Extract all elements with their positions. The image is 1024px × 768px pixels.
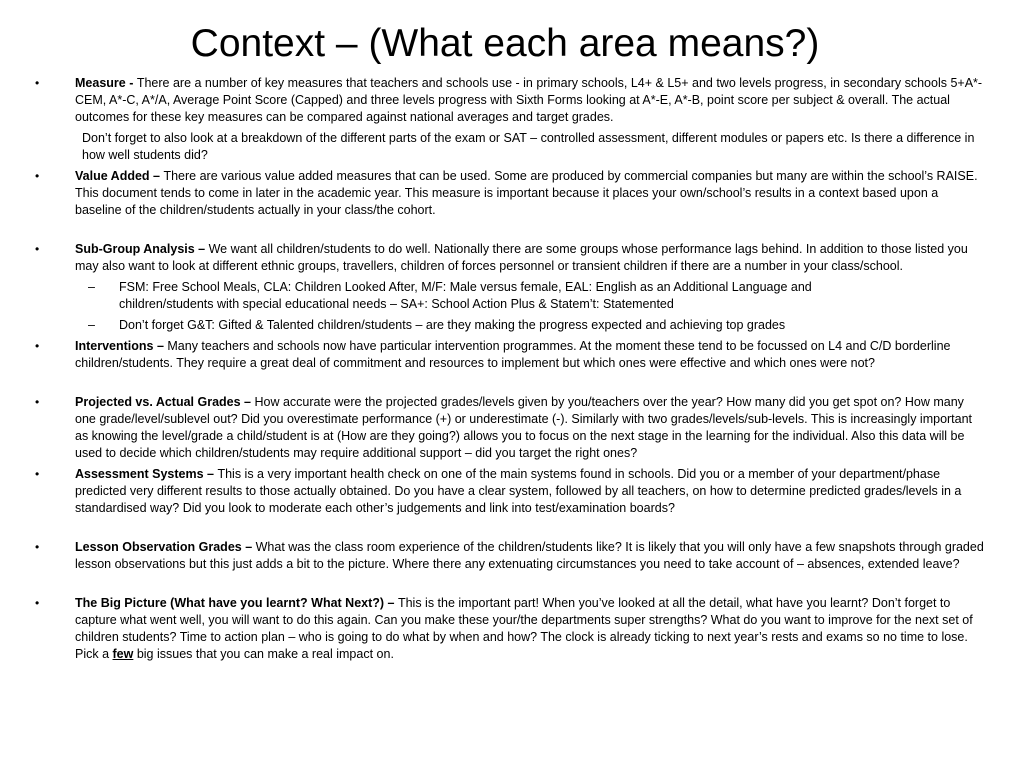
- bullet-text: How accurate were the projected grades/levels given by you/teachers over the year? How many did you get spot on? How many one grade/level/sublevel out? Did you overestimate performance (+) or underestimate (-). Similarly with two grades/levels/sub-levels. This is increasingly important as knowing the level/grade a child/student is at (How are they going?) allows you to focus on the next stage in the learning for the individual. Also this data will be used to decide which children/students may require additional support – did you target the right ones?: [75, 395, 973, 460]
- bullet-icon: •: [35, 339, 40, 353]
- bullet-icon: •: [35, 540, 40, 554]
- sub-bullet-text: FSM: Free School Meals, CLA: Children Looked After, M/F: Male versus female, EAL: English as an Additional Language and children/students with special educational needs – SA+: School Action Plus & Statem’t: Statemented: [119, 280, 812, 311]
- emphasis-text: few: [112, 647, 134, 661]
- bullet-item-measure: [0, 75, 985, 126]
- bullet-text: What was the class room experience of the children/students like? It is likely that you will only have a few snapshots through graded lesson observations but this just adds a bit to the picture. Where there any extenuating circumstances you need to take account of – absences, extended leave?: [75, 540, 984, 571]
- bullet-icon: •: [35, 467, 40, 481]
- bullet-icon: •: [35, 169, 40, 183]
- bullet-text: This is the important part! When you’ve looked at all the detail, what have you learnt? Don’t forget to capture what went well, you will want to do this again. Can you make these your/the departments super strengths? What do you want to improve for the next set of children students? Time to action plan – who is going to do what by when and how? The clock is already ticking to next year’s rests and exams so no time to lose. Pick a: [75, 596, 973, 661]
- dash-icon: –: [88, 280, 95, 294]
- bullet-lead: The Big Picture (What have you learnt? What Next?) –: [75, 596, 398, 610]
- bullet-text-tail: big issues that you can make a real impact on.: [133, 647, 394, 661]
- bullet-lead: Measure -: [75, 76, 137, 90]
- bullet-icon: •: [35, 76, 40, 90]
- bullet-text: We want all children/students to do well. Nationally there are some groups whose performance lags behind. In addition to those listed you may also want to look at different ethnic groups, travellers, children of forces personnel or transient children if there are a number in your class/school.: [75, 242, 968, 273]
- bullet-lead: Lesson Observation Grades –: [75, 540, 256, 554]
- sub-bullet-text: Don’t forget G&T: Gifted & Talented children/students – are they making the progress expected and achieving top grades: [119, 318, 786, 332]
- dash-icon: –: [88, 318, 95, 332]
- bullet-text: Many teachers and schools now have particular intervention programmes. At the moment these tend to be focussed on L4 and C/D borderline children/students. They require a great deal of commitment and resources to implement but which ones were effective and which ones were not?: [75, 339, 951, 370]
- bullet-text: There are various value added measures that can be used. Some are produced by commercial companies but many are within the school’s RAISE. This document tends to come in later in the academic year. This measure is important because it places your own/school’s results in a context based upon a baseline of the children/students actually in your class/the cohort.: [75, 169, 978, 217]
- sub-bullet-item: [0, 317, 909, 334]
- bullet-item-sub-group-analysis: [0, 241, 985, 275]
- bullet-item-value-added: [0, 168, 985, 219]
- bullet-lead: Projected vs. Actual Grades –: [75, 395, 255, 409]
- bullet-icon: •: [35, 395, 40, 409]
- sub-bullet-item: [0, 279, 909, 313]
- bullet-item-lesson-observation: [0, 539, 985, 573]
- bullet-text: There are a number of key measures that teachers and schools use - in primary schools, L4+ & L5+ and two levels progress, in secondary schools 5+A*-CEM, A*-C, A*/A, Average Point Score (Capped) and three levels progress with Sixth Forms looking at A*-E, A*-B, point score per subject & overall. The actual outcomes for these key measures can be compared against national averages and target grades.: [75, 76, 983, 124]
- bullet-item-interventions: [0, 338, 985, 372]
- bullet-list: [0, 75, 1024, 663]
- bullet-lead: Value Added –: [75, 169, 164, 183]
- bullet-icon: •: [35, 596, 40, 610]
- bullet-lead: Assessment Systems –: [75, 467, 218, 481]
- bullet-lead: Sub-Group Analysis –: [75, 242, 209, 256]
- bullet-item-projected-vs-actual: [0, 394, 985, 462]
- bullet-icon: •: [35, 242, 40, 256]
- bullet-text: This is a very important health check on one of the main systems found in schools. Did you or a member of your department/phase predicted very different results to those actually obtained. Do you have a clear system, followed by all teachers, on how to determine predicted grades/levels in a standardised way? Did you look to moderate each other’s judgements and link into test/examination boards?: [75, 467, 962, 515]
- bullet-item-big-picture: [0, 595, 985, 663]
- slide-title: Context – (What each area means?): [190, 22, 820, 65]
- bullet-item-assessment-systems: [0, 466, 985, 517]
- bullet-lead: Interventions –: [75, 339, 168, 353]
- bullet-note: Don’t forget to also look at a breakdown of the different parts of the exam or SAT – controlled assessment, different modules or papers etc. Is there a difference in how well students did?: [82, 131, 975, 162]
